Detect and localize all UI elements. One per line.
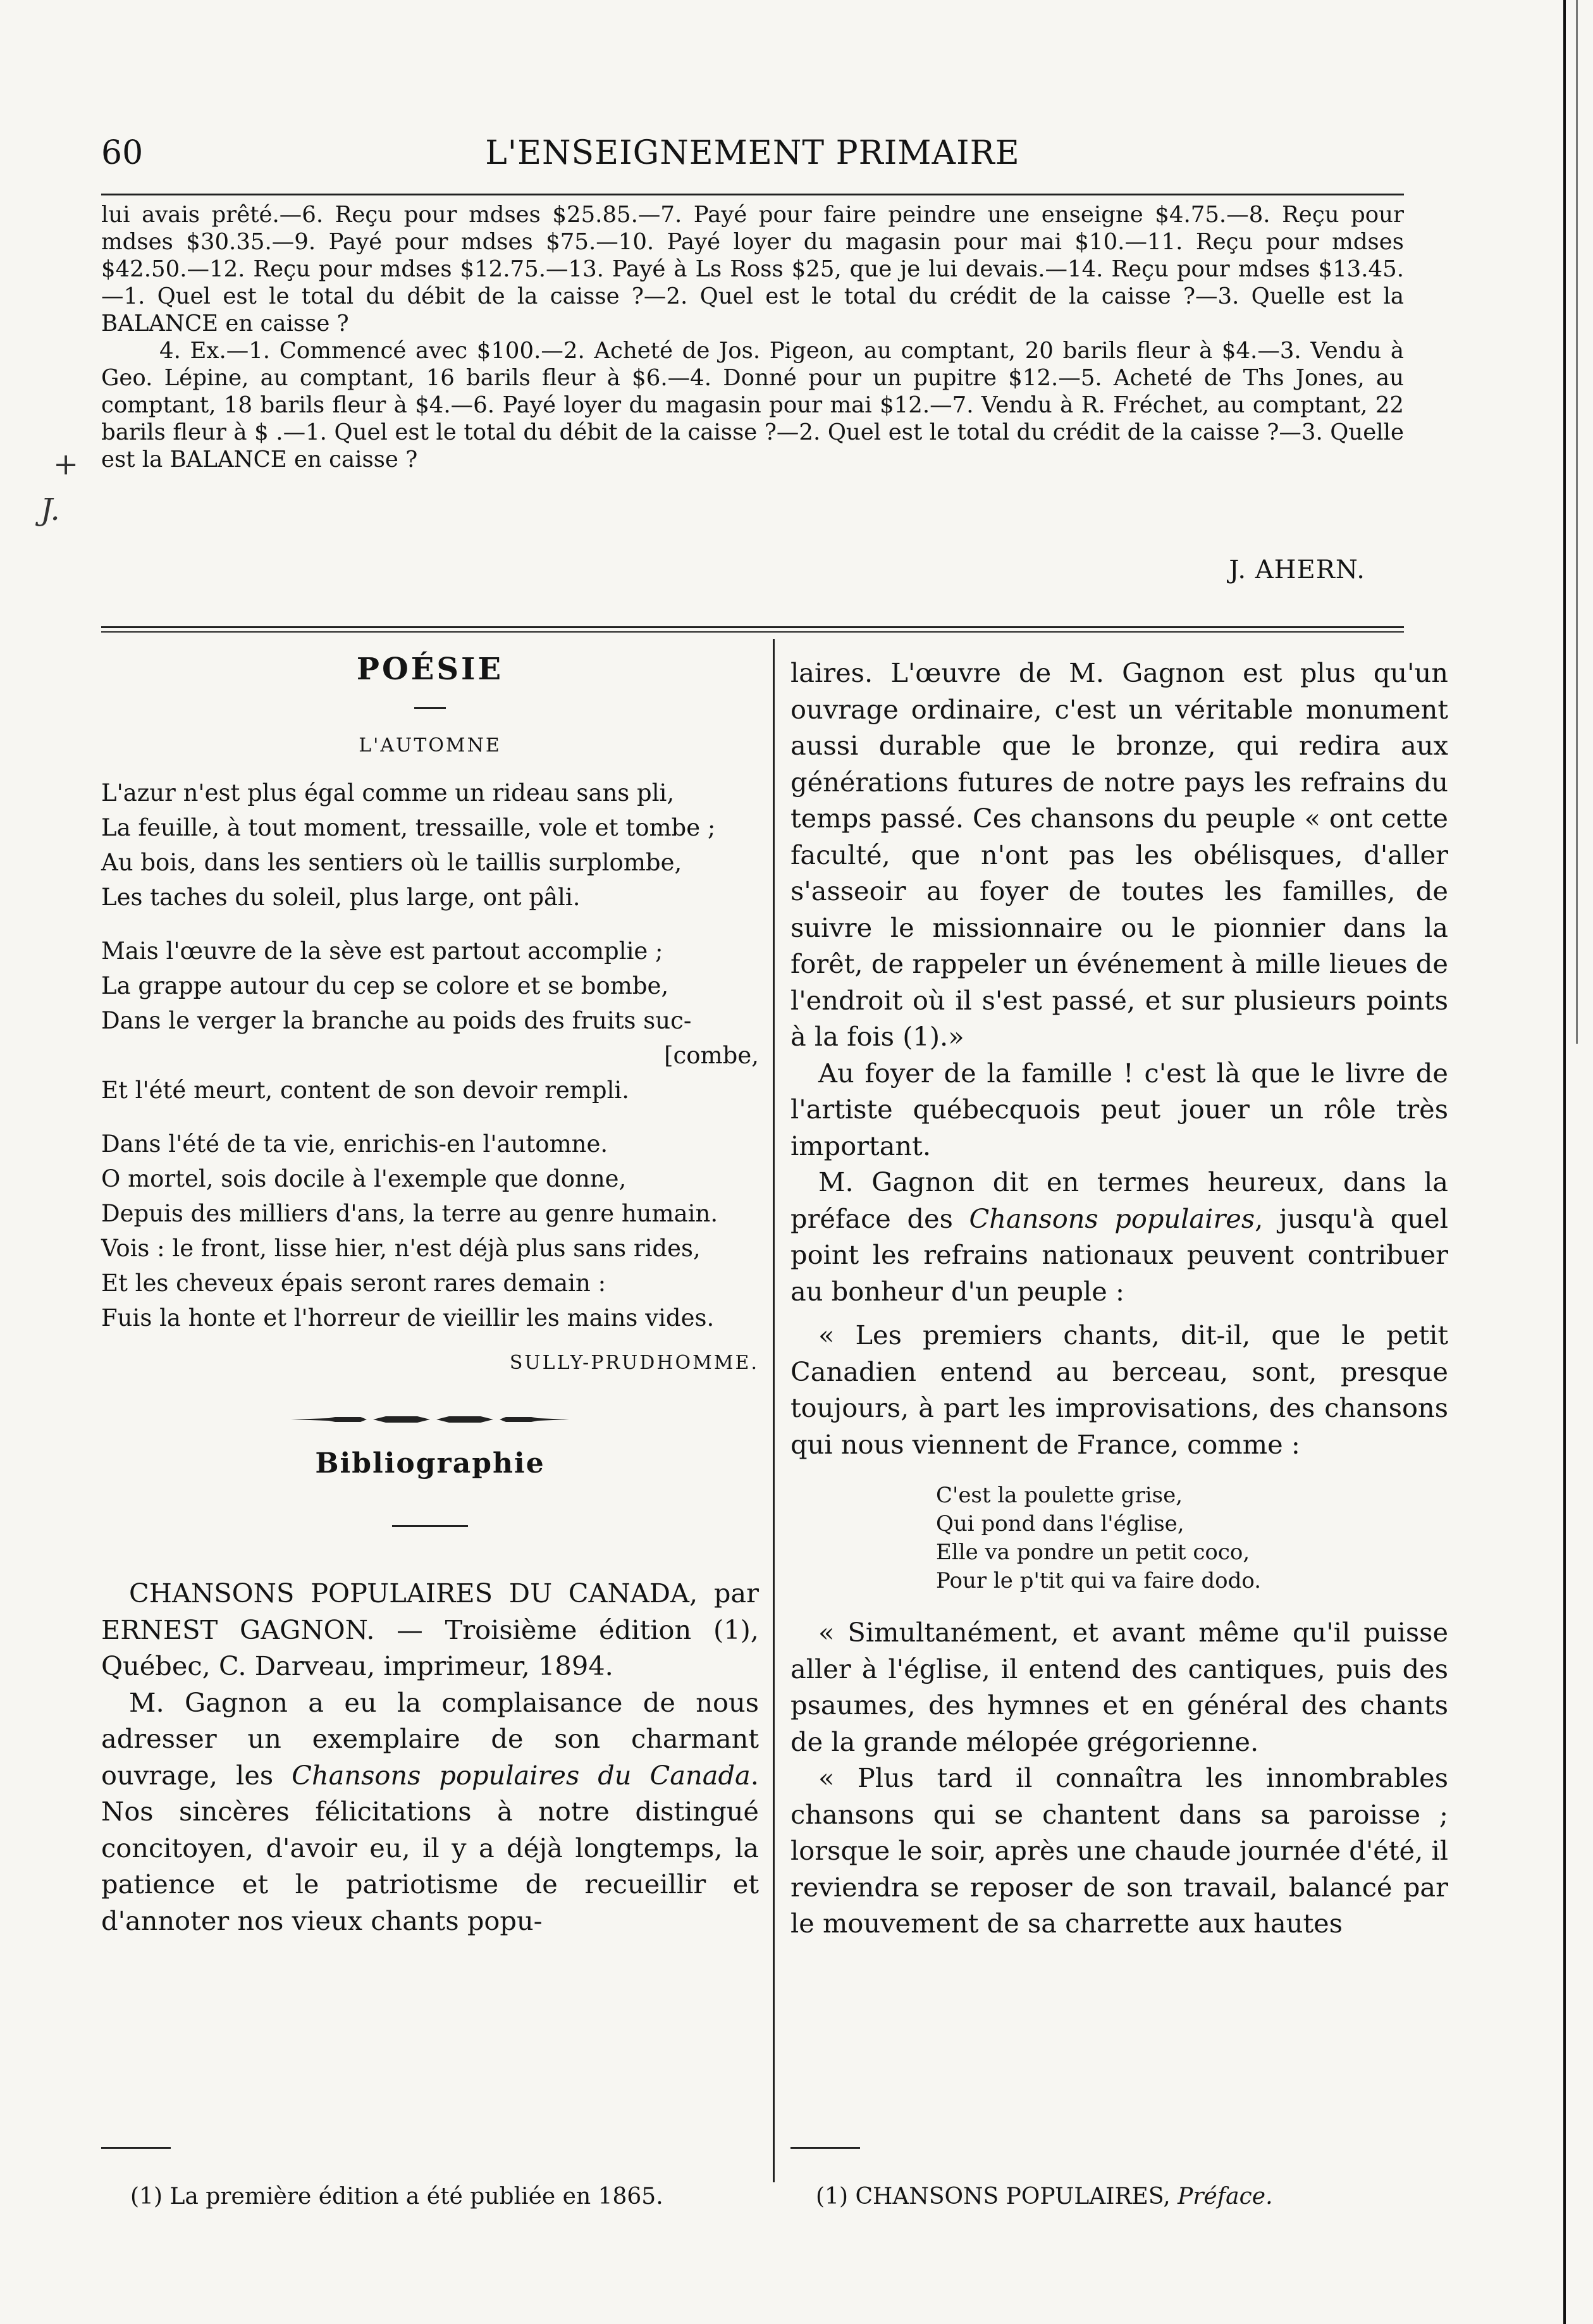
page-number: 60 bbox=[101, 134, 144, 172]
poem-subtitle: L'AUTOMNE bbox=[359, 734, 501, 757]
song-excerpt bbox=[936, 1481, 1448, 1595]
song-line: Pour le p'tit qui va faire dodo. bbox=[936, 1568, 1262, 1593]
song-line: Elle va pondre un petit coco, bbox=[936, 1540, 1250, 1565]
poem-line: Vois : le front, lisse hier, n'est déjà plus sans rides, bbox=[101, 1235, 701, 1262]
poem-line: O mortel, sois docile à l'exemple que donne, bbox=[101, 1165, 627, 1192]
poem-stanza-2 bbox=[101, 934, 759, 1108]
quote-paragraph-2: « Simultanément, et avant même qu'il puisse aller à l'église, il entend des cantiques, puis des psaumes, des hymnes et en général des chants de la grande mélopée grégorienne. bbox=[790, 1617, 1448, 1757]
poem-line: L'azur n'est plus égal comme un rideau sans pli, bbox=[101, 779, 675, 807]
poem-line: Au bois, dans les sentiers où le taillis surplombe, bbox=[101, 849, 682, 876]
review-text: , jusqu'à quel point les refrains nationaux peuvent contribuer au bonheur d'un peuple : bbox=[790, 1202, 1448, 1307]
footnote-right bbox=[816, 2184, 1273, 2210]
bibliography-left-text bbox=[101, 1575, 759, 1939]
poem-heading-rule bbox=[414, 707, 446, 709]
quote-paragraph-3: « Plus tard il connaîtra les innombrables chansons qui se chantent dans sa paroisse ; lorsque le soir, après une chaude journée d'été, il reviendra se reposer de son travail, balancé par le mouvement de sa charrette aux hautes bbox=[790, 1762, 1448, 1939]
poem-line: La feuille, à tout moment, tressaille, vole et tombe ; bbox=[101, 814, 716, 841]
song-line: Qui pond dans l'église, bbox=[936, 1511, 1184, 1536]
poem-line: Et l'été meurt, content de son devoir rempli. bbox=[101, 1077, 630, 1104]
running-title: L'ENSEIGNEMENT PRIMAIRE bbox=[485, 134, 1020, 172]
margin-mark-plus: + bbox=[53, 447, 79, 482]
quote-paragraph-1: « Les premiers chants, dit-il, que le petit Canadien entend au berceau, sont, presque toujours, à part les improvisations, des chansons qui nous viennent de France, comme : bbox=[790, 1320, 1448, 1460]
poem-line: Fuis la honte et l'horreur de vieillir les mains vides. bbox=[101, 1304, 715, 1332]
book-title-italic: Chansons populaires du Canada bbox=[292, 1759, 751, 1791]
poem-line: La grappe autour du cep se colore et se bombe, bbox=[101, 972, 669, 999]
left-column bbox=[101, 652, 759, 1939]
review-text: . Nos sincères félicitations à notre distingué concitoyen, d'avoir eu, il y a déjà longtemps, la patience et le patriotisme de recueillir et d'annoter nos vieux chants popu- bbox=[101, 1759, 759, 1936]
poem-line: Les taches du soleil, plus large, ont pâli. bbox=[101, 884, 581, 911]
footnote-rule-left bbox=[101, 2147, 171, 2149]
exercise-paragraph-1: lui avais prêté.—6. Reçu pour mdses $25.85.—7. Payé pour faire peindre une enseigne $4.75.—8. Reçu pour mdses $30.35.—9. Payé pour mdses $75.—10. Payé loyer du magasin pour mai $10.—11. Reçu pour mdses $42.50.—12. Reçu pour mdses $12.75.—13. Payé à Ls Ross $25, que je lui devais.—14. Reçu pour mdses $13.45.—1. Quel est le total du débit de la caisse ?—2. Quel est le total du crédit de la caisse ?—3. Quelle est la BALANCE en caisse ? bbox=[101, 202, 1404, 337]
poem-line: Dans l'été de ta vie, enrichis-en l'automne. bbox=[101, 1130, 608, 1158]
section-double-rule-bottom bbox=[101, 631, 1404, 633]
margin-mark-handwritten: J. bbox=[40, 492, 60, 528]
poem-heading: POÉSIE bbox=[356, 652, 504, 687]
poem-line: Mais l'œuvre de la sève est partout accomplie ; bbox=[101, 937, 663, 965]
poem-line: Depuis des milliers d'ans, la terre au genre humain. bbox=[101, 1200, 718, 1227]
section-double-rule-top bbox=[101, 626, 1404, 628]
review-paragraph-2: Au foyer de la famille ! c'est là que le livre de l'artiste québecquois peut jouer un rôle très important. bbox=[790, 1057, 1448, 1161]
footnote-right-label: (1) CHANSONS POPULAIRES, bbox=[816, 2184, 1178, 2210]
bibliography-heading: Bibliographie bbox=[315, 1447, 545, 1480]
ornamental-divider bbox=[291, 1416, 569, 1423]
review-paragraph-1 bbox=[101, 1684, 759, 1939]
book-title-italic: Chansons populaires bbox=[969, 1202, 1255, 1234]
accounting-exercise bbox=[101, 201, 1404, 473]
bibliography-right-text bbox=[790, 655, 1448, 1942]
poem-signature: SULLY-PRUDHOMME. bbox=[509, 1352, 759, 1374]
book-citation: CHANSONS POPULAIRES DU CANADA, par ERNEST GAGNON. — Troisième édition (1), Québec, C. Darveau, imprimeur, 1894. bbox=[101, 1578, 759, 1681]
review-continuation: laires. L'œuvre de M. Gagnon est plus qu'un ouvrage ordinaire, c'est un véritable monument aussi durable que le bronze, qui redira aux générations futures de notre pays les refrains du temps passé. Ces chansons du peuple « ont cette faculté, que n'ont pas les obélisques, d'aller s'asseoir au foyer de toutes les familles, de suivre le missionnaire ou le pionnier dans la forêt, de rappeler un événement à mille lieues de l'endroit où il s'est passé, et sur plusieurs points à la fois (1).» bbox=[790, 657, 1448, 1052]
review-text: M. Gagnon a eu la complaisance de nous adresser un exemplaire de son charmant ouvrage, les bbox=[101, 1686, 759, 1791]
footnote-right-title: Préface. bbox=[1178, 2184, 1273, 2210]
running-header bbox=[101, 134, 1404, 178]
poem-line: Et les cheveux épais seront rares demain : bbox=[101, 1270, 606, 1297]
header-rule bbox=[101, 194, 1404, 195]
song-line: C'est la poulette grise, bbox=[936, 1483, 1183, 1508]
page-edge-line bbox=[1563, 0, 1566, 2324]
poem-line-continuation: [combe, bbox=[664, 1042, 759, 1069]
footnote-rule-right bbox=[790, 2147, 860, 2149]
review-paragraph-3 bbox=[790, 1164, 1448, 1309]
poem-line: Dans le verger la branche au poids des fruits suc- bbox=[101, 1007, 692, 1034]
exercise-paragraph-2: 4. Ex.—1. Commencé avec $100.—2. Acheté de Jos. Pigeon, au comptant, 20 barils fleur à $4.—3. Vendu à Geo. Lépine, au comptant, 16 barils fleur à $6.—4. Donné pour un pupitre $12.—5. Acheté de Ths Jones, au comptant, 18 barils fleur à $4.—6. Payé loyer du magasin pour mai $12.—7. Vendu à R. Fréchet, au comptant, 22 barils fleur à $ .—1. Quel est le total du débit de la caisse ?—2. Quel est le total du crédit de la caisse ?—3. Quelle est la BALANCE en caisse ? bbox=[101, 338, 1404, 473]
poem-stanza-1 bbox=[101, 776, 759, 915]
review-text: M. Gagnon dit en termes heureux, dans la préface des bbox=[790, 1166, 1448, 1234]
right-column bbox=[790, 655, 1448, 1942]
footnote-left: (1) La première édition a été publiée en 1865. bbox=[130, 2184, 663, 2210]
ornament-graphic bbox=[291, 1416, 569, 1423]
poem-stanza-3 bbox=[101, 1127, 759, 1335]
column-divider bbox=[773, 639, 775, 2182]
page-edge-dash bbox=[1576, 0, 1578, 1044]
bibliography-heading-rule bbox=[392, 1525, 468, 1527]
exercise-author: J. AHERN. bbox=[1229, 555, 1365, 584]
